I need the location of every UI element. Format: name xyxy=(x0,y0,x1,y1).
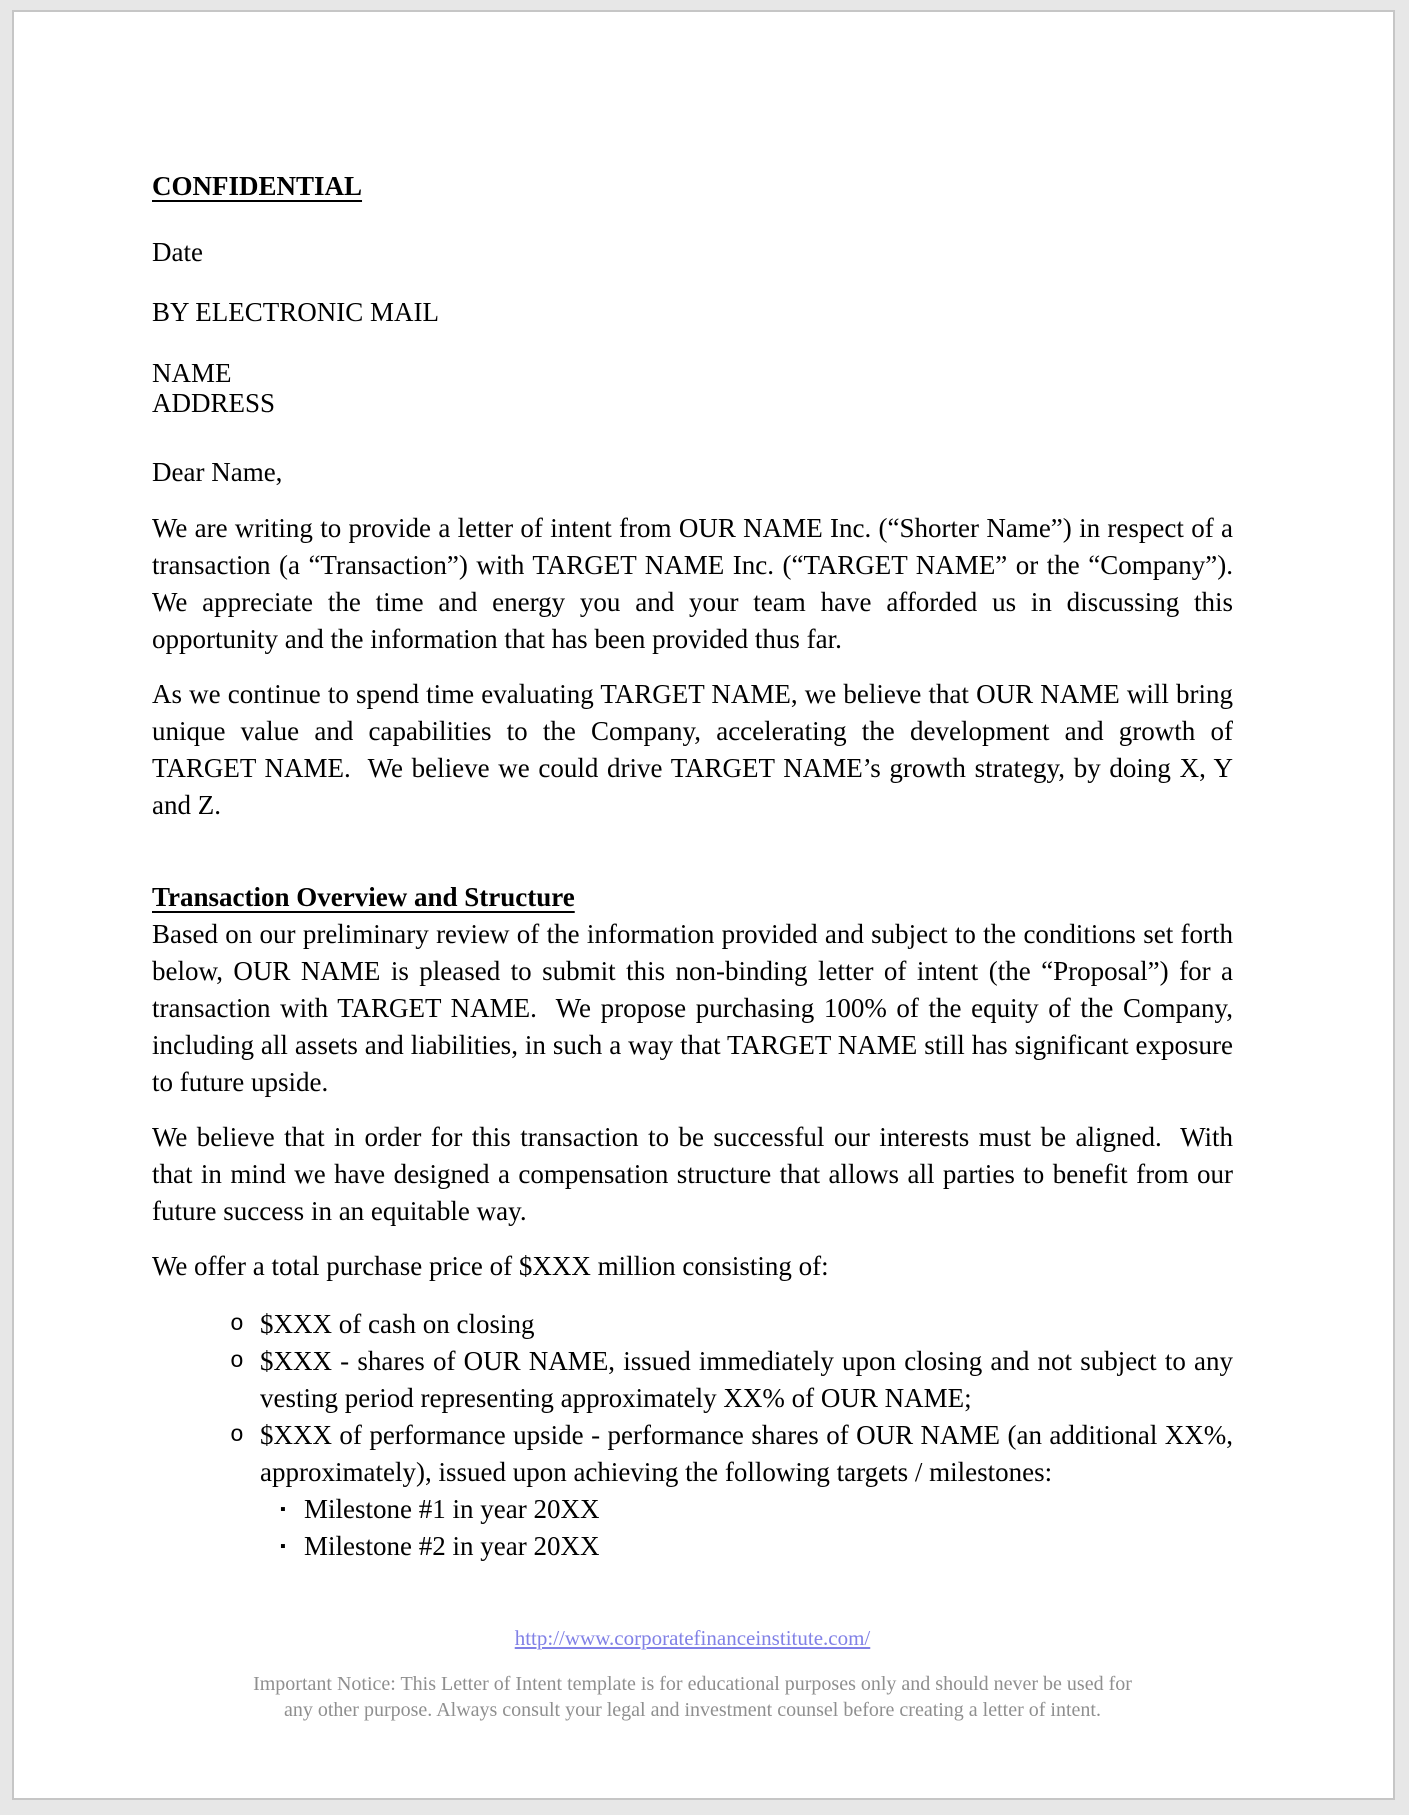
letter-page xyxy=(12,10,1395,1800)
overview-paragraph-1: Based on our preliminary review of the information provided and subject to the conditions set forth below, OUR NAME is pleased to submit this non-binding letter of intent (the “Proposal”) for a transaction with TARGET NAME. We propose purchasing 100% of the equity of the Company, including all assets and liabilities, in such a way that TARGET NAME still has significant exposure to future upside. xyxy=(152,919,1240,1097)
sub-list-item xyxy=(152,1528,1233,1565)
intro-paragraph-1: We are writing to provide a letter of intent from OUR NAME Inc. (“Shorter Name”) in respect of a transaction (a “Transaction”) with TARGET NAME Inc. (“TARGET NAME” or the “Company”). We appreciate the time and energy you and your team have afforded us in discussing this opportunity and the information that has been provided thus far. xyxy=(152,513,1247,654)
list-item-text: $XXX of cash on closing xyxy=(260,1309,535,1339)
salutation: Dear Name, xyxy=(152,457,283,487)
letter-content xyxy=(14,12,1393,1723)
square-bullet-icon: ▪ xyxy=(280,1501,286,1518)
list-item xyxy=(152,1306,1233,1343)
sub-list-item-text: Milestone #2 in year 20XX xyxy=(304,1531,600,1561)
sub-list-item xyxy=(152,1491,1233,1528)
list-item-text: $XXX of performance upside - performance shares of OUR NAME (an additional XX%, approximately), issued upon achieving the following targets / milestones: xyxy=(260,1420,1240,1487)
circle-bullet-icon: o xyxy=(230,1311,244,1337)
recipient-name: NAME xyxy=(152,358,232,388)
intro-paragraph-2: As we continue to spend time evaluating TARGET NAME, we believe that OUR NAME will bring unique value and capabilities to the Company, accelerating the development and growth of TARGET NAME. We believe we could drive TARGET NAME’s growth strategy, by doing X, Y and Z. xyxy=(152,679,1240,820)
circle-bullet-icon: o xyxy=(230,1348,244,1374)
overview-paragraph-2: We believe that in order for this transaction to be successful our interests must be aligned. With that in mind we have designed a compensation structure that allows all parties to benefit from our future success in an equitable way. xyxy=(152,1122,1240,1226)
cfi-website-link[interactable]: http://www.corporatefinanceinstitute.com/ xyxy=(514,1626,871,1650)
offer-bullet-list xyxy=(152,1306,1240,1565)
circle-bullet-icon: o xyxy=(230,1422,244,1448)
delivery-method-line: BY ELECTRONIC MAIL xyxy=(152,297,439,327)
offer-lead-in: We offer a total purchase price of $XXX million consisting of: xyxy=(152,1251,829,1281)
date-line: Date xyxy=(152,237,203,267)
recipient-address: ADDRESS xyxy=(152,388,276,418)
list-item xyxy=(152,1417,1240,1491)
list-item xyxy=(152,1343,1240,1417)
confidential-heading: CONFIDENTIAL xyxy=(152,171,363,201)
page-footer xyxy=(152,1623,1233,1723)
sub-list-item-text: Milestone #1 in year 20XX xyxy=(304,1494,600,1524)
list-item-text: $XXX - shares of OUR NAME, issued immediately upon closing and not subject to any vesting period representing approximately XX% of OUR NAME; xyxy=(260,1346,1240,1413)
footer-notice: Important Notice: This Letter of Intent template is for educational purposes only and should never be used for any other purpose. Always consult your legal and investment counsel before creating a letter of intent. xyxy=(253,1673,1132,1721)
section-heading-transaction-overview: Transaction Overview and Structure xyxy=(152,882,575,912)
square-bullet-icon: ▪ xyxy=(280,1538,286,1555)
recipient-block xyxy=(152,358,1233,418)
